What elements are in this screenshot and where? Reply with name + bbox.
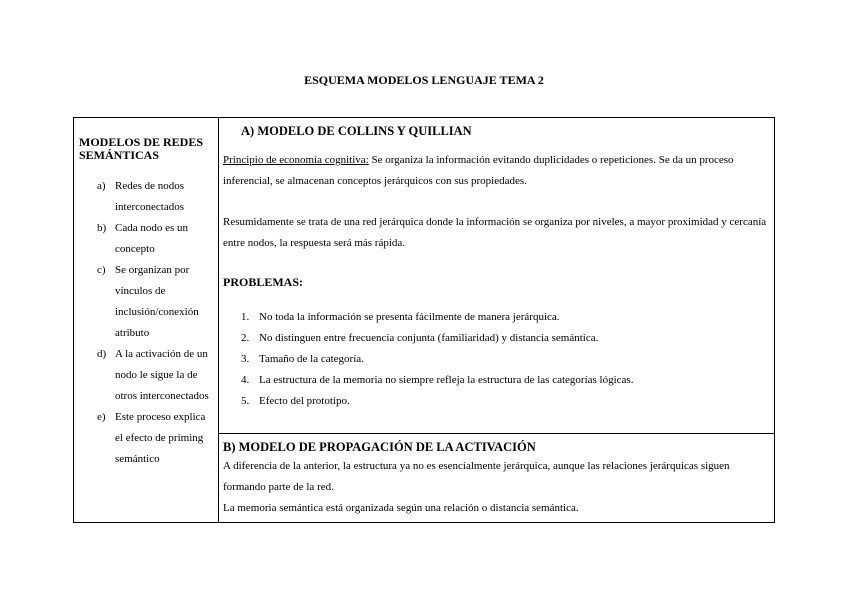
list-marker: 5. <box>241 395 250 407</box>
list-item-text: Redes de nodos interconectados <box>115 180 185 213</box>
list-marker: e) <box>97 411 106 423</box>
list-item <box>79 260 212 344</box>
list-marker: d) <box>97 348 107 360</box>
section-a-cell <box>219 118 775 434</box>
section-b-cell <box>219 434 775 523</box>
semantic-networks-title: MODELOS DE REDES SEMÁNTICAS <box>79 135 204 162</box>
problems-heading: PROBLEMAS: <box>223 275 304 289</box>
left-column-content <box>74 118 218 470</box>
list-marker: b) <box>97 222 107 234</box>
list-item <box>79 407 212 470</box>
list-item <box>223 307 768 328</box>
list-item-text: La estructura de la memoria no siempre refleja la estructura de las categorías lógicas. <box>259 374 634 386</box>
list-marker: 2. <box>241 332 250 344</box>
list-item-text: Se organizan por vínculos de inclusión/conexión atributo <box>115 264 199 339</box>
list-item <box>223 391 768 412</box>
table-row <box>74 118 775 434</box>
list-item-text: Tamaño de la categoría. <box>259 353 364 365</box>
section-b-content <box>219 434 774 519</box>
semantic-networks-list <box>79 176 212 470</box>
list-marker: a) <box>97 180 106 192</box>
list-item-text: Este proceso explica el efecto de priming semántico <box>115 411 206 465</box>
principle-text: Se organiza la información evitando duplicidades o repeticiones. Se da un proceso inferencial, se almacenan conceptos jerárquicos con sus propiedades. <box>223 154 734 187</box>
section-a-title: A) MODELO DE COLLINS Y QUILLIAN <box>241 124 472 138</box>
list-marker: 1. <box>241 311 250 323</box>
list-item <box>223 328 768 349</box>
list-item <box>223 370 768 391</box>
section-b-paragraph-2: La memoria semántica está organizada según una relación o distancia semántica. <box>223 502 579 515</box>
section-a-content <box>219 118 774 423</box>
list-marker: 4. <box>241 374 250 386</box>
list-item <box>79 218 212 260</box>
document-title: ESQUEMA MODELOS LENGUAJE TEMA 2 <box>304 73 544 87</box>
list-item-text: Efecto del prototipo. <box>259 395 350 407</box>
list-item <box>79 176 212 218</box>
list-item-text: No toda la información se presenta fácilmente de manera jerárquica. <box>259 311 560 323</box>
schema-table <box>73 117 775 523</box>
principle-label: Principio de economía cognitiva: <box>223 154 369 166</box>
section-b-title: B) MODELO DE PROPAGACIÓN DE LA ACTIVACIÓN <box>223 440 536 455</box>
list-item-text: No distinguen entre frecuencia conjunta (familiaridad) y distancia semántica. <box>259 332 599 344</box>
list-item <box>223 349 768 370</box>
list-marker: c) <box>97 264 106 276</box>
list-item-text: Cada nodo es un concepto <box>115 222 189 255</box>
list-item-text: A la activación de un nodo le sigue la de otros interconectados <box>115 348 209 402</box>
principle-paragraph <box>223 150 768 192</box>
problems-list <box>223 307 768 412</box>
list-marker: 3. <box>241 353 250 365</box>
section-b-paragraph-1: A diferencia de la anterior, la estructura ya no es esencialmente jerárquica, aunque las relaciones jerárquicas siguen formando parte de la red. <box>223 460 730 494</box>
summary-paragraph: Resumidamente se trata de una red jerárquica donde la información se organiza por niveles, a mayor proximidad y cercanía entre nodos, la respuesta será más rápida. <box>223 216 767 249</box>
left-column-cell <box>74 118 219 523</box>
list-item <box>79 344 212 407</box>
